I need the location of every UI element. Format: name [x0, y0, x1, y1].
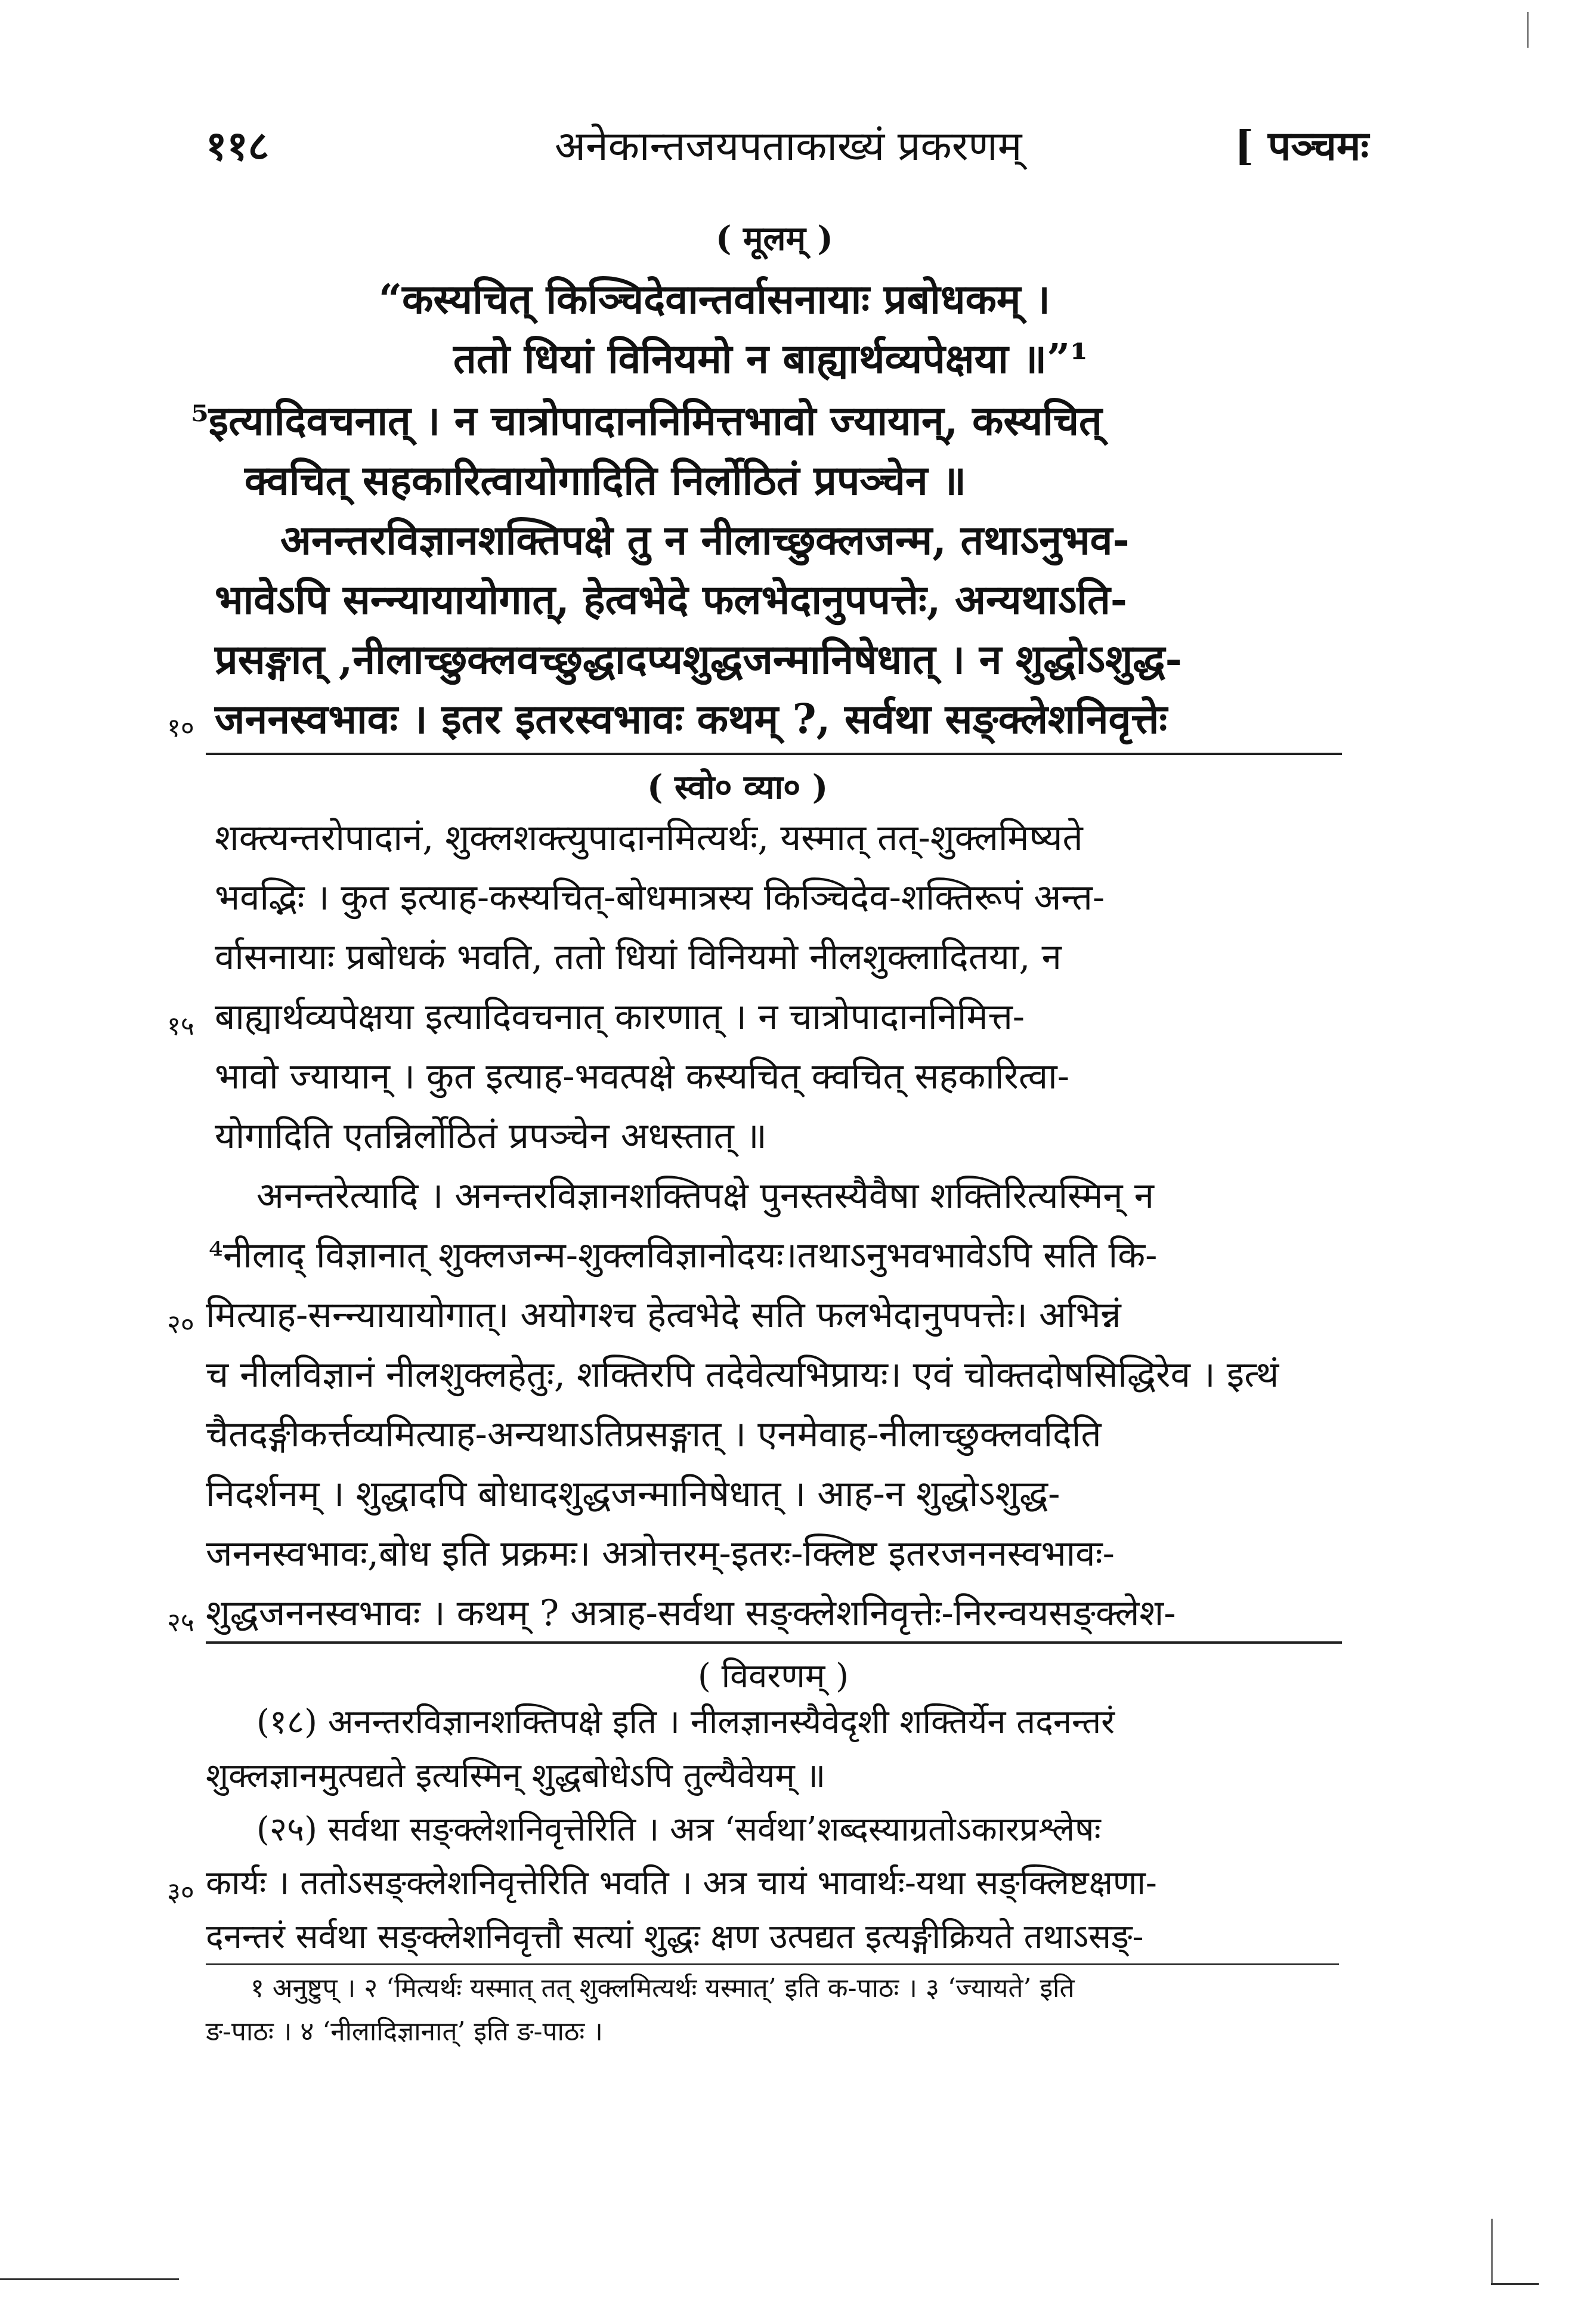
section-divider — [206, 1641, 1342, 1644]
commentary-line: च नीलविज्ञानं नीलशुक्लहेतुः, शक्तिरपि तदेवेत्यभिप्रायः। एवं चोक्तदोषसिद्धिरेव । इत्थं — [206, 1354, 1279, 1396]
commentary-heading: ( स्वो० व्या० ) — [647, 768, 828, 807]
scan-margin-mark — [0, 2278, 179, 2280]
footnote-divider — [206, 1963, 1339, 1965]
commentary-line: मित्याह-सन्न्यायायोगात्। अयोगश्च हेत्वभेदे सति फलभेदानुपपत्तेः। अभिन्नं — [206, 1294, 1121, 1336]
vivarana-line: कार्यः । ततोऽसङ्क्लेशनिवृत्तेरिति भवति । अत्र चायं भावार्थः-यथा सङ्क्लिष्टक्षणा- — [206, 1864, 1157, 1903]
vivarana-line: (२५) सर्वथा सङ्क्लेशनिवृत्तेरिति । अत्र ‘सर्वथा’शब्दस्याग्रतोऽकारप्रश्लेषः — [256, 1810, 1101, 1849]
page-number: ११८ — [206, 122, 270, 170]
commentary-line: शुद्धजननस्वभावः । कथम् ? अत्राह-सर्वथा सङ्क्लेशनिवृत्तेः-निरन्वयसङ्क्लेश- — [206, 1592, 1176, 1634]
running-title: अनेकान्तजयपताकाख्यं प्रकरणम् — [555, 123, 1022, 170]
scan-margin-mark — [1527, 12, 1529, 48]
commentary-line: चैतदङ्गीकर्त्तव्यमित्याह-अन्यथाऽतिप्रसङ्गात् । एनमेवाह-नीलाच्छुक्लवदिति — [206, 1414, 1102, 1455]
scan-margin-mark — [1491, 2283, 1539, 2285]
commentary-line: र्वासनायाः प्रबोधकं भवति, ततो धियां विनियमो नीलशुक्लादितया, न — [215, 936, 1062, 978]
commentary-line: शक्त्यन्तरोपादानं, शुक्लशक्त्युपादानमित्यर्थः, यस्मात् तत्-शुक्लमिष्यते — [215, 817, 1083, 859]
commentary-line: निदर्शनम् । शुद्धादपि बोधादशुद्धजन्मानिषेधात् । आह-न शुद्धोऽशुद्ध- — [206, 1473, 1060, 1515]
mula-text-line: ⁵इत्यादिवचनात् । न चात्रोपादाननिमित्तभावो ज्यायान्, कस्यचित् — [191, 397, 1102, 445]
commentary-line: भावो ज्यायान् । कुत इत्याह-भवत्पक्षे कस्यचित् क्वचित् सहकारित्वा- — [215, 1056, 1069, 1097]
scan-margin-mark — [1491, 2219, 1493, 2284]
line-number: २५ — [167, 1607, 194, 1638]
mula-verse-line: ततो धियां विनियमो न बाह्यार्थव्यपेक्षया ॥”¹ — [453, 335, 1088, 383]
mula-text-line: अनन्तरविज्ञानशक्तिपक्षे तु न नीलाच्छुक्लजन्म, तथाऽनुभव- — [280, 517, 1130, 564]
vivarana-line: दनन्तरं सर्वथा सङ्क्लेशनिवृत्तौ सत्यां शुद्धः क्षण उत्पद्यत इत्यङ्गीक्रियते तथाऽसङ्- — [206, 1918, 1144, 1956]
mula-text-line: प्रसङ्गात् ,नीलाच्छुक्लवच्छुद्धादप्यशुद्धजन्मानिषेधात् । न शुद्धोऽशुद्ध- — [215, 636, 1182, 684]
mula-text-line: भावेऽपि सन्न्यायायोगात्, हेत्वभेदे फलभेदानुपपत्तेः, अन्यथाऽति- — [215, 576, 1127, 624]
chapter-marker: [ पञ्चमः — [1235, 122, 1369, 170]
commentary-line: जननस्वभावः,बोध इति प्रक्रमः। अत्रोत्तरम्-इतरः-क्लिष्ट इतरजननस्वभावः- — [206, 1533, 1115, 1575]
section-divider — [206, 753, 1342, 755]
commentary-line: योगादिति एतन्निर्लोठितं प्रपञ्चेन अधस्तात् ॥ — [215, 1115, 767, 1157]
vivarana-line: शुक्लज्ञानमुत्पद्यते इत्यस्मिन् शुद्धबोधेऽपि तुल्यैवेयम् ॥ — [206, 1756, 826, 1795]
commentary-line: ⁴नीलाद् विज्ञानात् शुक्लजन्म-शुक्लविज्ञानोदयः।तथाऽनुभवभावेऽपि सति कि- — [209, 1235, 1158, 1276]
commentary-line: अनन्तरेत्यादि । अनन्तरविज्ञानशक्तिपक्षे पुनस्तस्यैवैषा शक्तिरित्यस्मिन् न — [256, 1175, 1154, 1217]
mula-verse-line: “कस्यचित् किञ्चिदेवान्तर्वासनायाः प्रबोधकम् । — [379, 276, 1050, 323]
mula-text-line: क्वचित् सहकारित्वायोगादिति निर्लोठितं प्रपञ्चेन ॥ — [245, 457, 966, 505]
mula-heading: ( मूलम् ) — [716, 219, 833, 258]
footnote-line: १ अनुष्टुप् । २ ‘मित्यर्थः यस्मात् तत् शुक्लमित्यर्थः यस्मात्’ इति क-पाठः । ३ ‘ज्यायते’ इति — [250, 1973, 1075, 2003]
line-number: १० — [167, 713, 194, 743]
vivarana-line: (१८) अनन्तरविज्ञानशक्तिपक्षे इति । नीलज्ञानस्यैवेदृशी शक्तिर्येन तदनन्तरं — [256, 1703, 1115, 1742]
footnote-line: ङ-पाठः । ४ ‘नीलादिज्ञानात्’ इति ङ-पाठः । — [206, 2017, 603, 2047]
line-number: ३० — [167, 1877, 194, 1907]
mula-text-line: जननस्वभावः । इतर इतरस्वभावः कथम् ?, सर्वथा सङ्क्लेशनिवृत्तेः — [215, 695, 1168, 743]
line-number: १५ — [167, 1011, 194, 1041]
line-number: २० — [167, 1309, 194, 1340]
vivarana-heading: ( विवरणम् ) — [698, 1657, 849, 1696]
commentary-line: भवद्भिः । कुत इत्याह-कस्यचित्-बोधमात्रस्य किञ्चिदेव-शक्तिरूपं अन्त- — [215, 877, 1105, 918]
commentary-line: बाह्यार्थव्यपेक्षया इत्यादिवचनात् कारणात् । न चात्रोपादाननिमित्त- — [215, 996, 1025, 1038]
